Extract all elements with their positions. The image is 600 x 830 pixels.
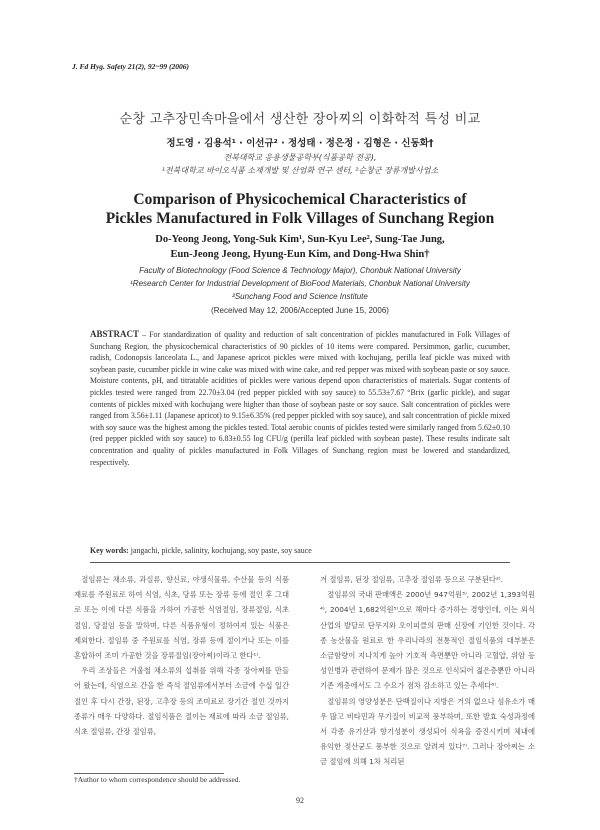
korean-affiliation-2: ¹전북대학교 바이오식품 소재개발 및 산업화 연구 센터, ²순창군 장류개발사업소	[161, 166, 439, 175]
body-paragraph: 겨 절임류, 된장 절임류, 고추장 절임류 등으로 구분된다²⁾.	[320, 575, 503, 584]
korean-title: 순창 고추장민속마을에서 생산한 장아찌의 이화학적 특성 비교	[119, 112, 481, 127]
english-authors	[0, 232, 600, 262]
abstract-text: – For standardization of quality and reduction of salt concentration of pickles manufactured in Folk Villages of Sunchang Region, the physicochemical characteristics of 90 pickles of 10 items were compared. Persimmon, garlic, cucumber, radish, Codonopsis lanceolata L., and Japanese apricot pickles were mixed with kochujang, perilla leaf pickle was mixed with soybean paste, cucumber pickle in wine cake was mixed with wine cake, and red pepper was mixed with soybean paste or soy sauce. Moisture contents, pH, and titratable acidities of pickles were various depend upon characteristics of materials. Sugar contents of pickles tested were ranged from 22.70±3.04 (red pepper pickled with soy sauce) to 55.53±7.67 °Brix (garlic pickle), and sugar contents of pickles mixed with kochujang were higher than those of soybean paste or soy sauce. Salt concentration of pickles were ranged from 3.56±1.11 (Japanese apricot) to 9.15±6.35% (red pepper pickled with soy sauce), and salt concentration of pickle mixed with soy sauce was the highest among the pickles tested. Total aerobic counts of pickles tested were similarly ranged from 5.62±0.10 (red pepper pickled with soy sauce) to 6.83±0.55 log CFU/g (perilla leaf pickled with soybean paste). These results indicate salt concentration and quality of pickles manufactured in Folk Villages of Sunchang region must be lowered and standardized, respectively.	[90, 330, 510, 467]
body-paragraph: 우리 조상들은 겨울철 채소류의 섭취를 위해 각종 장아찌를 만들어 왔는데, 식염으로 간을 한 즉석 절임류에서부터 소금에 수십 일간 절인 후 다시 간장, 된장, 고추장 등의 조미료로 장기간 절인 것까지 종류가 매우 다양하다. 절임식품은 절이는 재료에 따라 소금 절임류, 식초 절임류, 간장 절임류,	[74, 666, 289, 737]
english-title-line-1: Comparison of Physicochemical Characteristics of	[133, 191, 467, 208]
section-divider	[90, 562, 510, 563]
english-affiliation-3: ²Sunchang Food and Science Institute	[232, 292, 368, 301]
keywords-text: jangachi, pickle, salinity, kochujang, soy paste, soy sauce	[128, 546, 312, 555]
body-column-right	[320, 572, 535, 770]
authors-line-1: Do-Yeong Jeong, Yong-Suk Kim¹, Sun-Kyu Lee², Sung-Tae Jung,	[155, 234, 445, 245]
abstract-label: ABSTRACT	[90, 329, 140, 339]
body-column-left	[74, 572, 289, 739]
english-title-line-2: Pickles Manufactured in Folk Villages of Sunchang Region	[105, 210, 495, 227]
footnote: †Author to whom correspondence should be addressed.	[74, 775, 241, 784]
body-paragraph: 절임류의 국내 판매액은 2000년 947억원³⁾, 2002년 1,393억원⁴⁾, 2004년 1,682억원⁵⁾으로 해마다 증가하는 경향인데, 이는 외식산업의 발달로 단무지와 오이피클의 판매 신장에 기인한 것이다. 각종 농산물을 원료로 한 우리나라의 전통적인 절임식품의 대부분은 소금함량이 지나치게 높아 기호적 측면뿐만 아니라 고혈압, 위암 등 성인병과 관련하여 문제가 많은 것으로 인식되어 젊은층뿐만 아니라 기존 계층에서도 그 수요가 점차 감소하고 있는 추세다⁶⁾.	[320, 590, 535, 691]
body-paragraph: 절임류의 영양성분은 단백질이나 지방은 거의 없으나 섬유소가 매우 많고 비타민과 무기질이 비교적 풍부하며, 또한 발효 숙성과정에서 각종 유기산과 향기성분이 생성되어 식욕을 증진시키며 체내에 유익한 젖산균도 풍부한 것으로 알려져 있다⁷⁾. 그러나 장아찌는 소금 절임에 의해 1차 처리된	[320, 696, 535, 767]
received-dates: (Received May 12, 2006/Accepted June 15, 2006)	[211, 306, 389, 315]
korean-affiliation-1: 전북대학교 응용생물공학부(식품공학 전공),	[223, 153, 377, 162]
keywords	[90, 546, 510, 555]
korean-authors: 정도영 · 김용석¹ · 이선규² · 정성태 · 정은정 · 김형은 · 신동화†	[166, 138, 434, 149]
abstract	[90, 329, 510, 468]
page-number: 92	[296, 796, 304, 805]
english-title	[0, 190, 600, 228]
journal-citation: J. Fd Hyg. Safety 21(2), 92~99 (2006)	[72, 62, 189, 71]
english-affiliation-2: ¹Research Center for Industrial Development of BioFood Materials, Chonbuk National University	[130, 279, 470, 288]
footnote-divider	[74, 773, 224, 774]
authors-line-2: Eun-Jeong Jeong, Hyung-Eun Kim, and Dong-Hwa Shin†	[170, 249, 430, 260]
body-paragraph: 절임류는 채소류, 과실류, 향신료, 야생식물류, 수산물 등의 식품재료를 주원료로 하여 식염, 식초, 당류 또는 장류 등에 절인 후 그대로 또는 이에 다른 식품을 가하여 가공한 식염절임, 장류절임, 식초절임, 당절임 등을 말하며, 다른 식품유형이 정하여져 있는 식품은 제외한다. 절임류 중 주원료를 식염, 장류 등에 절이거나 또는 이를 혼합하여 조미 가공한 것을 장류절임(장아찌)이라고 한다¹⁾.	[74, 575, 289, 661]
english-affiliation-1: Faculty of Biotechnology (Food Science & Technology Major), Chonbuk National University	[139, 266, 461, 275]
keywords-label: Key words:	[90, 546, 129, 555]
